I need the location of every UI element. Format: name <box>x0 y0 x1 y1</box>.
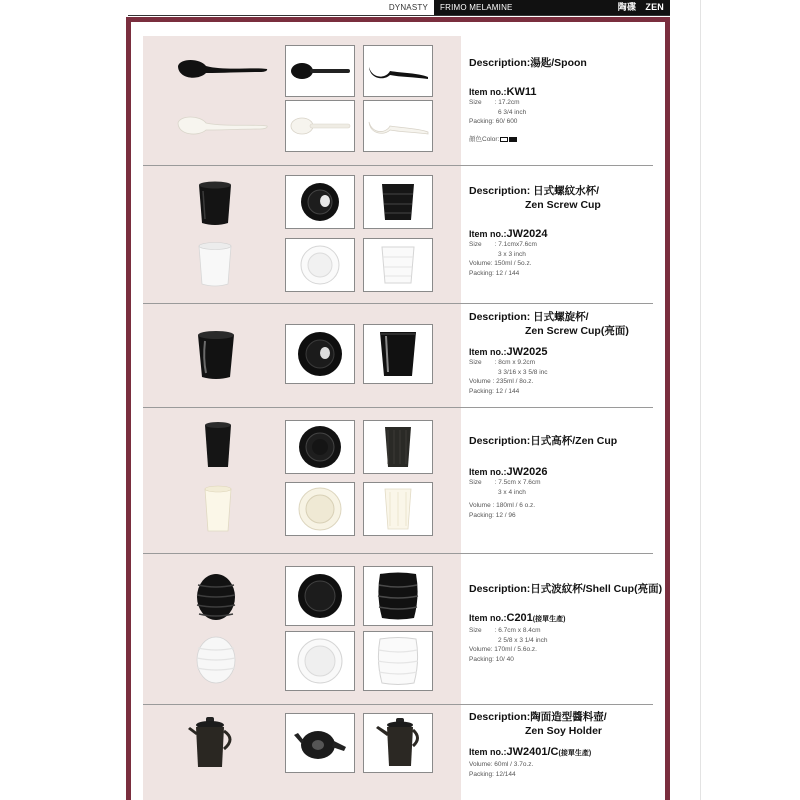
row-divider <box>143 407 653 408</box>
row-divider <box>143 165 653 166</box>
product-description: Description:湯匙/Spoon <box>469 57 587 69</box>
spoon-black-photo <box>172 56 272 86</box>
cup-glossy-black-photo <box>190 328 242 384</box>
spec-line: Volume : 235ml / 8o.z. <box>469 378 534 385</box>
row-divider <box>143 303 653 304</box>
product-description: Description: 日式螺旋杯/ <box>469 311 589 323</box>
cup-black-top-view <box>285 175 355 229</box>
product-info-kw11 <box>469 56 659 144</box>
spec-line: Packing: 12 / 144 <box>469 269 520 277</box>
header-bar <box>0 0 800 16</box>
color-swatch-black <box>509 137 517 142</box>
cup-white-side-view <box>363 238 433 292</box>
item-number: Item no.:JW2026 <box>469 466 548 478</box>
spoon-black-top-view <box>285 45 355 97</box>
tall-cup-white-photo <box>196 484 240 536</box>
page-edge <box>700 0 701 800</box>
shell-cup-black-side-view <box>363 566 433 626</box>
soy-holder-side-view <box>363 713 433 773</box>
row-divider <box>143 553 653 554</box>
spec-line: Packing: 12 / 96 <box>469 511 516 519</box>
item-number: Item no.:JW2024 <box>469 228 548 240</box>
product-description-en: Zen Screw Cup(亮面) <box>525 325 629 337</box>
spec-line: Size : 7.1cmx7.6cm <box>469 241 537 248</box>
spec-line: Volume: 150ml / 5o.z. <box>469 260 532 267</box>
spec-line: 2 5/8 x 3 1/4 inch <box>498 636 548 644</box>
cup-black-side-view <box>363 175 433 229</box>
shell-cup-white-top-view <box>285 631 355 691</box>
spec-line: Size : 17.2cm <box>469 99 520 106</box>
tab-zen[interactable]: 陶碟 ZEN <box>584 0 670 15</box>
shell-cup-white-side-view <box>363 631 433 691</box>
spec-line: Volume: 170ml / 5.6o.z. <box>469 646 537 653</box>
cup-black-photo <box>190 178 240 230</box>
tall-cup-black-side-view <box>363 420 433 474</box>
spec-line: Volume : 180ml / 6 o.z. <box>469 502 536 509</box>
product-description-en: Zen Screw Cup <box>525 199 601 211</box>
cup-white-photo <box>190 239 240 291</box>
product-info-jw2024 <box>469 184 659 278</box>
cup-glossy-black-top-view <box>285 324 355 384</box>
item-number: Item no.:KW11 <box>469 86 537 98</box>
spec-line: 6 3/4 inch <box>498 108 527 116</box>
shell-cup-white-photo <box>190 633 242 687</box>
product-info-jw2025 <box>469 310 659 396</box>
product-info-jw2401c <box>469 710 659 779</box>
spoon-white-side-view <box>363 100 433 152</box>
spec-line: 3 3/16 x 3 5/8 inc <box>498 368 548 376</box>
tall-cup-black-photo <box>196 420 240 472</box>
soy-holder-photo <box>184 714 240 774</box>
spec-line: Size : 7.5cm x 7.6cm <box>469 479 541 486</box>
tab-frimo-melamine[interactable]: FRIMO MELAMINE <box>434 0 584 15</box>
spoon-white-photo <box>172 110 272 140</box>
product-description: Description:日式波紋杯/Shell Cup(亮面) <box>469 583 663 595</box>
product-description: Description: 日式螺紋水杯/ <box>469 185 600 197</box>
tall-cup-black-top-view <box>285 420 355 474</box>
product-info-c201 <box>469 582 663 664</box>
shell-cup-black-photo <box>190 570 242 624</box>
item-number: Item no.:JW2025 <box>469 346 548 358</box>
cup-white-top-view <box>285 238 355 292</box>
soy-holder-top-view <box>285 713 355 773</box>
shell-cup-black-top-view <box>285 566 355 626</box>
tall-cup-white-top-view <box>285 482 355 536</box>
spec-line: Volume: 60ml / 3.7o.z. <box>469 761 534 768</box>
header-rule <box>128 15 670 16</box>
row-divider <box>143 704 653 705</box>
product-description: Description:日式高杯/Zen Cup <box>469 435 618 447</box>
color-swatch-white <box>500 137 508 142</box>
product-info-jw2026 <box>469 434 659 520</box>
item-number: Item no.:C201(接單生產) <box>469 612 566 624</box>
spec-line: Size : 6.7cm x 8.4cm <box>469 627 541 634</box>
tab-dynasty-melamine[interactable]: DYNASTY <box>340 0 434 15</box>
product-description-en: Zen Soy Holder <box>525 725 603 737</box>
spec-line: 3 x 3 inch <box>498 250 526 258</box>
spec-line: Size : 8cm x 9.2cm <box>469 359 536 366</box>
spec-line: Packing: 12/144 <box>469 770 516 778</box>
spoon-white-top-view <box>285 100 355 152</box>
spec-line: Packing: 10/ 40 <box>469 655 514 663</box>
cup-glossy-black-side-view <box>363 324 433 384</box>
color-options: 顏色Color: <box>469 135 659 144</box>
spoon-black-side-view <box>363 45 433 97</box>
item-number: Item no.:JW2401/C(接單生產) <box>469 746 592 758</box>
spec-line: Packing: 60/ 600 <box>469 118 518 125</box>
tall-cup-white-side-view <box>363 482 433 536</box>
spec-line: 3 x 4 inch <box>498 488 526 496</box>
spec-line: Packing: 12 / 144 <box>469 387 520 395</box>
product-description: Description:陶面造型醬料壺/ <box>469 711 607 723</box>
